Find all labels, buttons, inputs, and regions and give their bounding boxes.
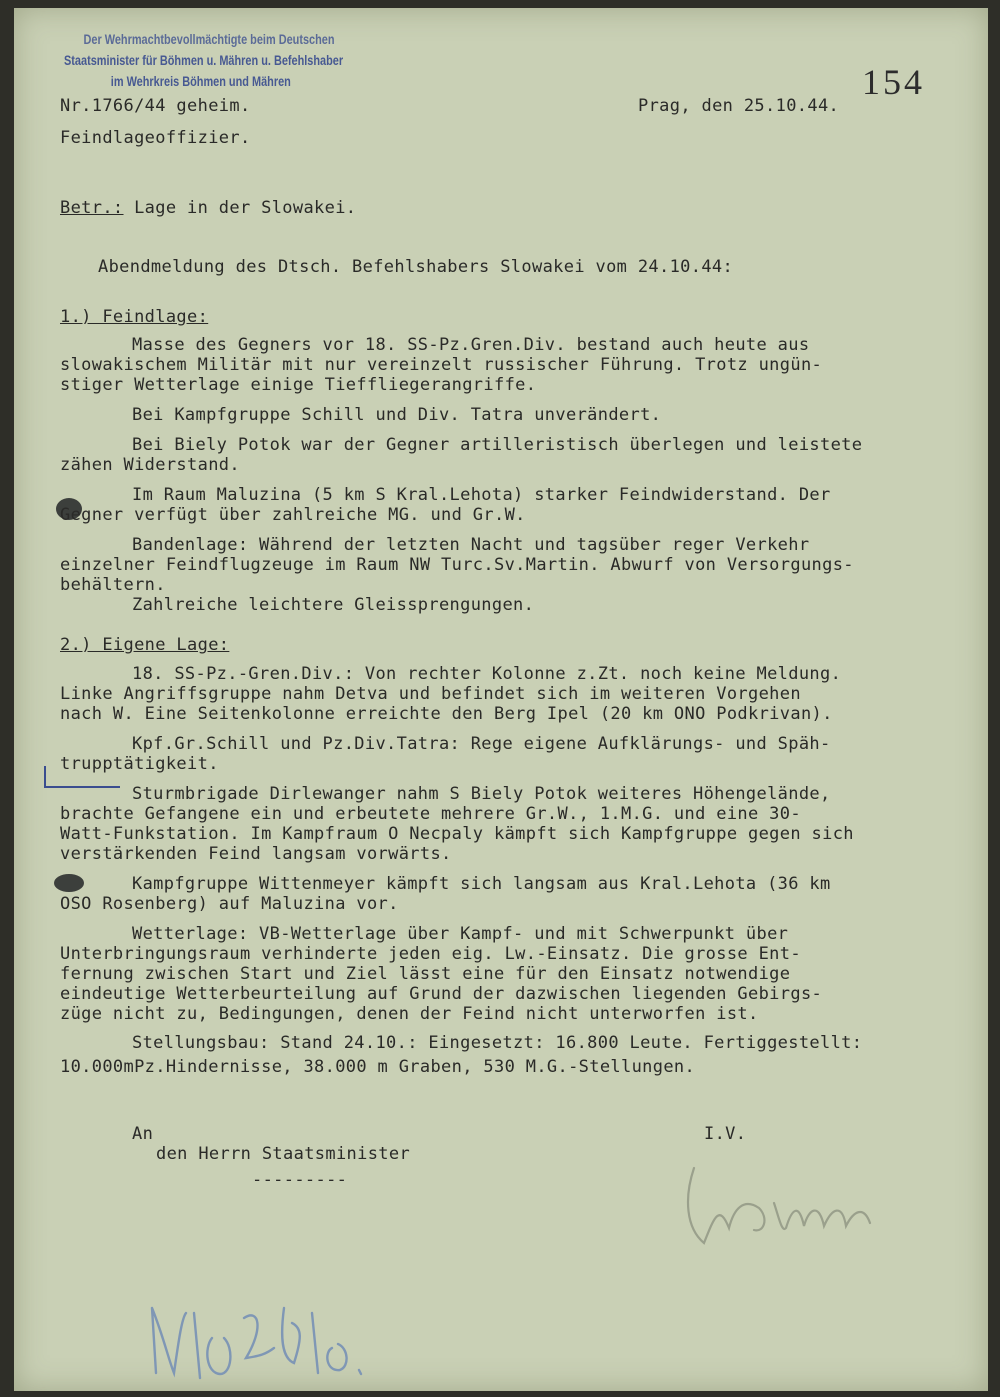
s1-p5-line4: Zahlreiche leichtere Gleissprengungen. (132, 595, 535, 615)
s2-p6-line1: Stellungsbau: Stand 24.10.: Eingesetzt: 16.800 Leute. Fertiggestellt: (132, 1033, 863, 1053)
s2-p6-line2: 10.000mPz.Hindernisse, 38.000 m Graben, 530 M.G.-Stellungen. (60, 1057, 696, 1077)
s1-p1-line2: slowakischem Militär mit nur vereinzelt russischer Führung. Trotz ungün- (60, 355, 823, 375)
in-vertretung: I.V. (704, 1124, 747, 1144)
reference-number: Nr.1766/44 geheim. (60, 96, 251, 116)
section-2-heading: 2.) Eigene Lage: (60, 635, 230, 655)
stamp-line-2: Staatsminister für Böhmen u. Mähren u. Befehlshaber (64, 52, 344, 68)
subject-label: Betr.: (60, 198, 124, 218)
s2-p5-line2: Unterbringungsraum verhinderte jeden eig. Lw.-Einsatz. Die grosse Ent- (60, 944, 801, 964)
s2-p5-line3: fernung zwischen Start und Ziel lässt eine für den Einsatz notwendige (60, 964, 791, 984)
s1-p1-line1: Masse des Gegners vor 18. SS-Pz.Gren.Div. bestand auch heute aus (132, 335, 810, 355)
s2-p2-line2: trupptätigkeit. (60, 754, 219, 774)
page-number: 154 (862, 62, 925, 102)
s2-p3-line4: verstärkenden Feind langsam vorwärts. (60, 844, 452, 864)
s2-p3-line3: Watt-Funkstation. Im Kampfraum O Necpaly kämpft sich Kampfgruppe gegen sich (60, 824, 854, 844)
s2-p4-line1: Kampfgruppe Wittenmeyer kämpft sich langsam aus Kral.Lehota (36 km (132, 874, 831, 894)
s1-p3-line1: Bei Biely Potok war der Gegner artilleristisch überlegen und leistete (132, 435, 863, 455)
document-sheet (14, 8, 988, 1391)
s1-p1-line3: stiger Wetterlage einige Tieffliegerangriffe. (60, 375, 537, 395)
stamp-line-3: im Wehrkreis Böhmen und Mähren (110, 73, 291, 89)
s2-p5-line4: eindeutige Wetterbeurteilung auf Grund der dazwischen liegenden Gebirgs- (60, 984, 823, 1004)
s1-p5-line2: einzelner Feindflugzeuge im Raum NW Turc.Sv.Martin. Abwurf von Versorgungs- (60, 555, 854, 575)
report-intro: Abendmeldung des Dtsch. Befehlshabers Slowakei vom 24.10.44: (98, 257, 734, 277)
department: Feindlageoffizier. (60, 128, 251, 148)
s1-p5-line1: Bandenlage: Während der letzten Nacht und tagsüber reger Verkehr (132, 535, 810, 555)
s2-p3-line1: Sturmbrigade Dirlewanger nahm S Biely Potok weiteres Höhengelände, (132, 784, 831, 804)
s2-p5-line1: Wetterlage: VB-Wetterlage über Kampf- und mit Schwerpunkt über (132, 924, 789, 944)
ink-blot-2 (54, 874, 84, 892)
subject-text: Lage in der Slowakei. (123, 198, 357, 218)
s1-p3-line2: zähen Widerstand. (60, 455, 240, 475)
s1-p4-line2: Gegner verfügt über zahlreiche MG. und Gr.W. (60, 505, 526, 525)
subject-line (60, 198, 356, 218)
s2-p1-line1: 18. SS-Pz.-Gren.Div.: Von rechter Kolonne z.Zt. noch keine Meldung. (132, 664, 842, 684)
s1-p5-line3: behältern. (60, 575, 166, 595)
s2-p3-line2: brachte Gefangene ein und erbeutete mehrere Gr.W., 1.M.G. und eine 30- (60, 804, 801, 824)
pencil-signature (674, 1148, 914, 1258)
stamp-line-1: Der Wehrmachtbevollmächtigte beim Deutschen (83, 31, 335, 47)
s2-p4-line2: OSO Rosenberg) auf Maluzina vor. (60, 894, 399, 914)
s1-p4-line1: Im Raum Maluzina (5 km S Kral.Lehota) starker Feindwiderstand. Der (132, 485, 831, 505)
handwritten-annotation (134, 1278, 394, 1388)
margin-bracket-mark (44, 766, 120, 788)
address-rule: --------- (252, 1170, 348, 1190)
address-recipient: den Herrn Staatsminister (156, 1144, 411, 1164)
address-to: An (132, 1124, 154, 1144)
s2-p2-line1: Kpf.Gr.Schill und Pz.Div.Tatra: Rege eigene Aufklärungs- und Späh- (132, 734, 831, 754)
office-stamp (64, 28, 343, 92)
date-line: Prag, den 25.10.44. (638, 96, 840, 116)
section-1-heading: 1.) Feindlage: (60, 307, 209, 327)
s2-p1-line3: nach W. Eine Seitenkolonne erreichte den Berg Ipel (20 km ONO Podkrivan). (60, 704, 833, 724)
s2-p5-line5: züge nicht zu, Bedingungen, denen der Feind nicht unterworfen ist. (60, 1004, 759, 1024)
s2-p1-line2: Linke Angriffsgruppe nahm Detva und befindet sich im weiteren Vorgehen (60, 684, 801, 704)
s1-p2: Bei Kampfgruppe Schill und Div. Tatra unverändert. (132, 405, 662, 425)
document-body (14, 8, 988, 1391)
